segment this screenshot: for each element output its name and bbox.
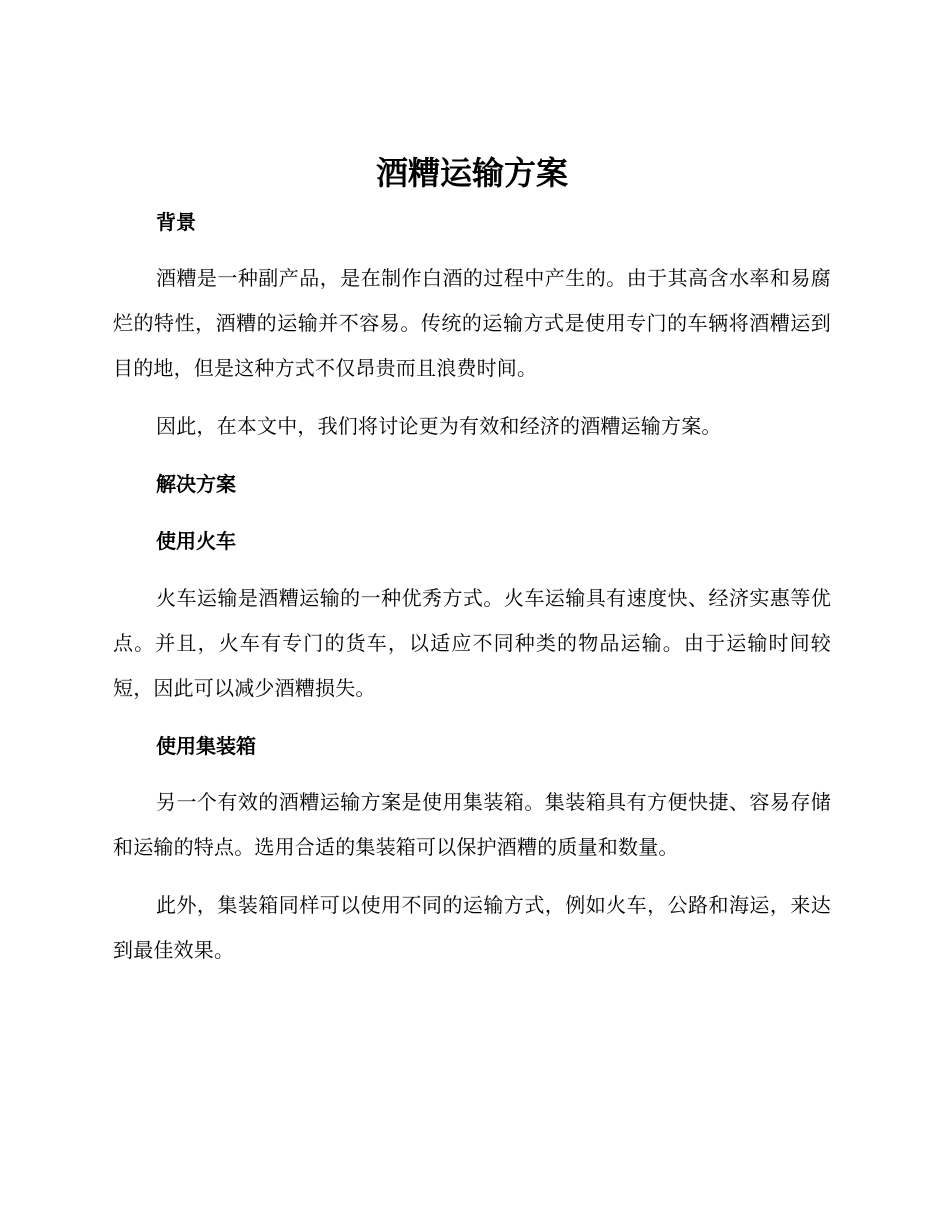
- paragraph-train-1: 火车运输是酒糟运输的一种优秀方式。火车运输具有速度快、经济实惠等优点。并且，火车有专门的货车，以适应不同种类的物品运输。由于运输时间较短，因此可以减少酒糟损失。: [113, 586, 831, 700]
- paragraph-background-1: 酒糟是一种副产品，是在制作白酒的过程中产生的。由于其高含水率和易腐烂的特性，酒糟的运输并不容易。传统的运输方式是使用专门的车辆将酒糟运到目的地，但是这种方式不仅昂贵而且浪费时间。: [113, 266, 831, 380]
- paragraph-background-2: 因此，在本文中，我们将讨论更为有效和经济的酒糟运输方案。: [156, 414, 722, 438]
- document-title: 酒糟运输方案: [375, 154, 568, 192]
- section-heading-background: 背景: [156, 210, 196, 234]
- section-heading-container: 使用集装箱: [156, 734, 256, 758]
- section-heading-solution: 解决方案: [156, 472, 236, 496]
- section-heading-train: 使用火车: [156, 529, 236, 553]
- paragraph-container-1: 另一个有效的酒糟运输方案是使用集装箱。集装箱具有方便快捷、容易存储和运输的特点。选用合适的集装箱可以保护酒糟的质量和数量。: [113, 790, 831, 859]
- paragraph-container-2: 此外，集装箱同样可以使用不同的运输方式，例如火车，公路和海运，来达到最佳效果。: [113, 893, 831, 962]
